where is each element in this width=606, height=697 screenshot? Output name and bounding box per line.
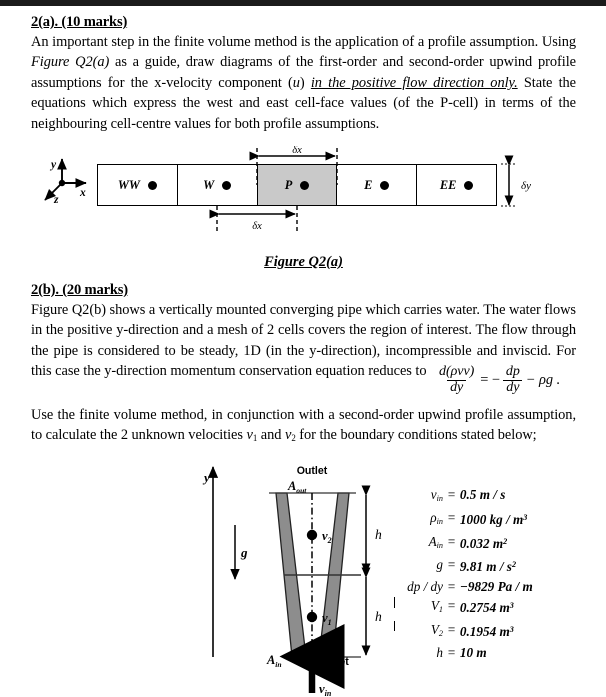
given-value: 0.5 m / s: [459, 487, 506, 502]
dimension-label-dx-top: δx: [292, 146, 302, 156]
mesh-cell-label: E: [364, 177, 373, 192]
given-symbol: $A_{in}$: [428, 533, 443, 550]
equation-lhs-denominator: dy: [447, 380, 466, 396]
given-symbol: $\rho_{in}$: [430, 510, 443, 527]
axis-label-y: y: [51, 159, 57, 171]
given-symbol: $V_2$: [391, 620, 443, 643]
gravity-label: g: [241, 545, 248, 560]
given-value: 9.81 m / $s^2$: [459, 559, 517, 575]
document-page: [0, 6, 606, 697]
area-out-label: $A_{out}$: [288, 479, 307, 495]
given-value-row: [391, 485, 576, 508]
equation-rhs-fraction: [503, 365, 523, 395]
mesh-cell-node-dot: [148, 181, 157, 190]
given-value: 0.2754 $m^3$: [459, 600, 514, 616]
equation-lhs-numerator: d(ρvv): [439, 364, 475, 380]
velocity-label-v2: $v_2$: [322, 529, 332, 545]
mesh-cell-w: [178, 165, 258, 205]
given-equals-sign: =: [447, 598, 456, 614]
mesh-cell-label: WW: [117, 177, 140, 192]
given-symbol: h: [436, 645, 443, 661]
given-symbol: dp / dy: [407, 578, 443, 594]
given-value: 1000 kg / $m^3$: [459, 512, 528, 528]
equation-tail-term: − ρg .: [525, 372, 561, 389]
given-value: 0.1954 $m^3$: [459, 623, 514, 639]
axis-label-x: x: [80, 187, 86, 199]
mesh-cell-label: W: [203, 177, 215, 192]
given-equals-sign: =: [447, 621, 456, 637]
given-value: −9829 Pa / m: [459, 578, 533, 594]
inlet-label: Inlet: [327, 656, 349, 668]
dimension-h-upper-label: h: [375, 527, 382, 542]
given-value-row: [391, 508, 576, 531]
inlet-velocity-label: $v_{in}$: [319, 682, 332, 697]
question-2b-paragraph-2: Use the finite volume method, in conjunction with a second-order upwind profile assumption, to calculate the 2 unknown velocities $v_1$ and $v_2$ for the boundary conditions stated below;: [31, 407, 576, 444]
given-values-list: [391, 485, 576, 663]
mesh-cell-label: P: [284, 177, 293, 192]
given-equals-sign: =: [447, 557, 456, 573]
given-equals-sign: =: [447, 510, 456, 526]
given-value-row: [391, 555, 576, 577]
given-symbol: $V_1$: [391, 596, 443, 619]
figure-q2a-caption: Figure Q2(a): [264, 254, 343, 270]
given-equals-sign: =: [447, 645, 456, 661]
question-2b-paragraph-1: [31, 300, 576, 396]
question-2b-heading: 2(b). (20 marks): [31, 282, 128, 298]
mesh-cell-node-dot: [222, 181, 231, 190]
equation-lhs-fraction: [436, 365, 477, 395]
figure-q2a-diagram: [31, 146, 576, 256]
mesh-cell-node-dot: [464, 181, 473, 190]
node-v2: [307, 530, 317, 540]
equation-equals-sign: = −: [480, 372, 500, 389]
figure-q2b-y-axis-label: y: [204, 470, 210, 485]
mesh-cell-ww: [98, 165, 178, 205]
question-2a-heading: 2(a). (10 marks): [31, 14, 128, 30]
mesh-cell-ee: [417, 165, 496, 205]
equation-rhs-denominator: dy: [503, 380, 522, 396]
area-in-label: $A_{in}$: [267, 653, 282, 669]
momentum-equation: [436, 365, 560, 395]
given-equals-sign: =: [447, 578, 456, 594]
equation-rhs-numerator: dp: [505, 364, 520, 380]
mesh-cell-p: [258, 165, 338, 205]
dimension-h-lower-label: h: [375, 609, 382, 624]
dimension-label-dy: δy: [521, 180, 531, 192]
finite-volume-mesh: [97, 164, 497, 206]
velocity-label-v1: $v_1$: [322, 611, 332, 627]
given-symbol: g: [436, 557, 443, 573]
figure-q2b-diagram: [31, 457, 576, 697]
given-value-row: [391, 577, 576, 597]
given-value-row: [391, 643, 576, 663]
question-2b-paragraph-1-text: Figure Q2(b) shows a vertically mounted converging pipe which carries water. The water flows in the positive y-direction and a mesh of 2 cells covers the region of interest. The flow through the pipe is considered to be steady, 1D (in the y-direction), incompressible and inviscid. For this case the y-direction momentum conservation equation reduces to: [31, 302, 576, 380]
given-value-row: [391, 620, 576, 643]
outlet-label: Outlet: [296, 465, 328, 477]
given-value-row: [391, 596, 576, 619]
axis-label-z: z: [54, 194, 59, 205]
question-2a-paragraph: An important step in the finite volume method is the application of a profile assumption. Using Figure Q2(a) as a guide, draw diagrams of the first-order and second-order upwind profile assumptions for the x-velocity component (u) in the positive flow direction only. State the equations which express the west and east cell-face values (of the P-cell) in terms of the neighbouring cell-centre values for both profile assumptions.: [31, 34, 576, 132]
given-value: 10 m: [459, 645, 487, 661]
mesh-cell-label: EE: [439, 177, 457, 192]
given-equals-sign: =: [447, 487, 456, 502]
given-value: 0.032 $m^2$: [459, 535, 508, 551]
dimension-label-dx-bottom: δx: [252, 221, 262, 232]
node-v1: [307, 612, 317, 622]
mesh-cell-node-dot: [300, 181, 309, 190]
mesh-cell-e: [337, 165, 417, 205]
mesh-cell-node-dot: [380, 181, 389, 190]
given-equals-sign: =: [447, 533, 456, 549]
given-symbol: $v_{in}$: [430, 487, 443, 503]
given-value-row: [391, 532, 576, 555]
